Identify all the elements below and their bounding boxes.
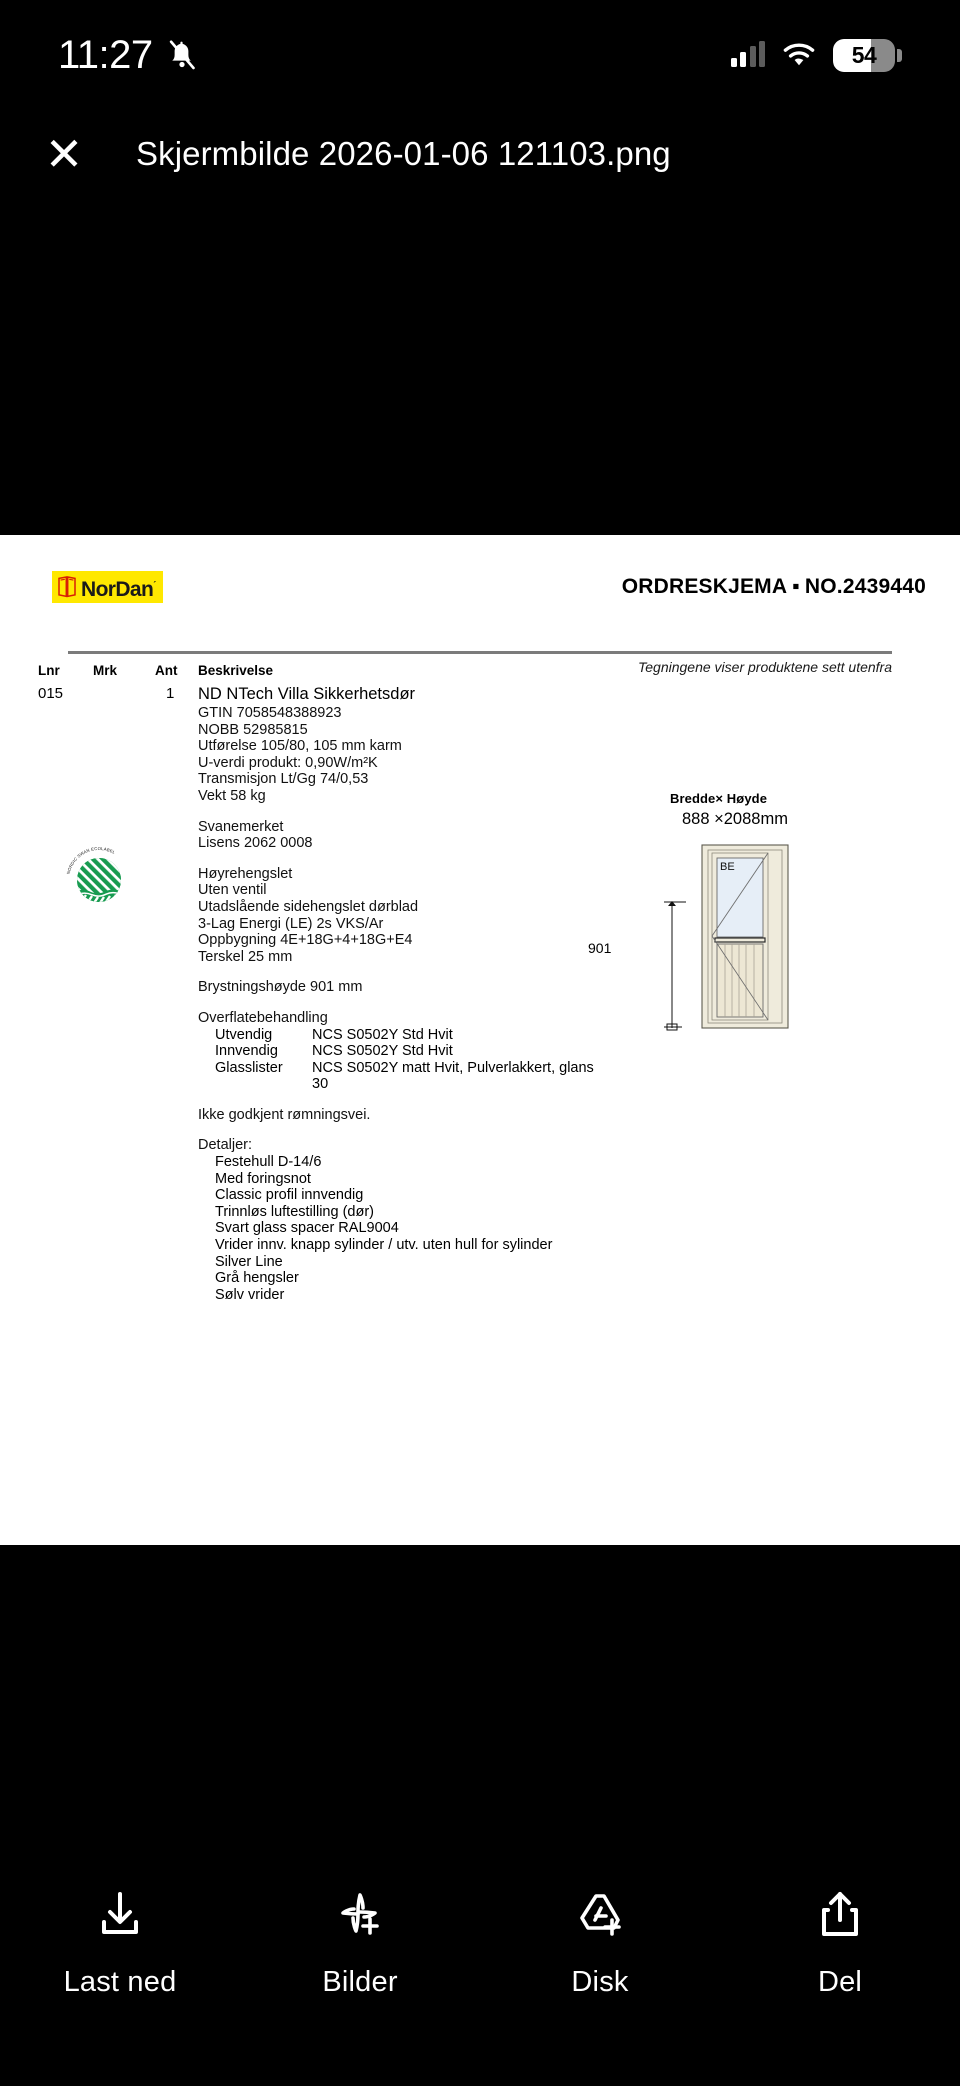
column-header-beskrivelse: Beskrivelse xyxy=(198,663,274,678)
surface-value: NCS S0502Y Std Hvit xyxy=(312,1026,453,1043)
drawing-view-note: Tegningene viser produktene sett utenfra xyxy=(638,659,892,675)
details-block xyxy=(198,1137,598,1303)
form-type-label: ORDRESKJEMA xyxy=(621,575,788,598)
document-header-right xyxy=(622,575,926,599)
spec-line: Vekt 58 kg xyxy=(198,787,266,804)
status-bar xyxy=(0,0,960,110)
battery-percent: 54 xyxy=(851,41,877,68)
feature-line: Utadslående sidehengslet dørblad xyxy=(198,898,419,915)
surface-row xyxy=(198,1027,598,1044)
wifi-icon xyxy=(782,42,816,68)
battery-tip xyxy=(897,49,902,62)
sill-height-line: Brystningshøyde 901 mm xyxy=(198,979,363,996)
product-title: ND NTech Villa Sikkerhetsdør xyxy=(198,685,416,703)
surface-treatment-block xyxy=(198,1010,598,1093)
product-drawing xyxy=(588,791,958,1036)
close-icon[interactable]: ✕ xyxy=(44,128,84,180)
cellular-signal-icon xyxy=(731,43,766,67)
dimension-header: Bredde× Høyde xyxy=(670,791,768,806)
height-dimension-line xyxy=(664,901,686,1030)
share-label: Del xyxy=(817,1966,863,1998)
detail-line: Grå hengsler xyxy=(215,1270,299,1287)
spec-line: U-verdi produkt: 0,90W/m²K xyxy=(198,754,378,771)
photos-label: Bilder xyxy=(322,1966,398,1998)
spec-line: Transmisjon Lt/Gg 74/0,53 xyxy=(198,771,369,788)
nordan-window-mark-icon xyxy=(57,576,77,598)
nordic-swan-ecolabel-icon xyxy=(66,845,130,909)
column-header-lnr: Lnr xyxy=(38,663,60,678)
battery-indicator xyxy=(833,39,902,72)
sill-height-marker: 901 xyxy=(588,940,612,956)
detail-line: Classic profil innvendig xyxy=(215,1187,364,1204)
order-table xyxy=(0,663,960,1303)
header-separator: ▪ xyxy=(792,575,800,598)
column-header-ant: Ant xyxy=(155,663,178,678)
spec-line: GTIN 7058548388923 xyxy=(198,705,342,721)
detail-line: Sølv vrider xyxy=(215,1286,285,1303)
feature-line: 3-Lag Energi (LE) 2s VKS/Ar xyxy=(198,915,384,932)
surface-value: NCS S0502Y Std Hvit xyxy=(312,1043,453,1060)
door-svg xyxy=(598,836,898,1036)
feature-line: Høyrehengslet xyxy=(198,865,293,882)
bottom-toolbar xyxy=(0,1866,960,2086)
nordan-logo-text: NorDan´ xyxy=(81,577,156,601)
detail-line: Med foringsnot xyxy=(215,1170,311,1187)
status-bar-right xyxy=(731,39,903,72)
surface-treatment-title: Overflatebehandling xyxy=(198,1009,328,1026)
add-to-photos-icon xyxy=(332,1888,388,1944)
glass-label: BE xyxy=(720,861,735,873)
download-icon xyxy=(92,1888,148,1944)
download-button[interactable] xyxy=(30,1888,210,1999)
battery-icon xyxy=(833,39,895,72)
document-page[interactable] xyxy=(0,535,960,1545)
cell-ant: 1 xyxy=(166,685,175,702)
share-icon xyxy=(812,1888,868,1944)
download-label: Last ned xyxy=(63,1966,177,1998)
nordan-logo xyxy=(52,571,163,603)
surface-row xyxy=(198,1043,598,1060)
product-features xyxy=(198,866,598,966)
cell-description xyxy=(198,685,598,1303)
title-bar xyxy=(0,118,960,190)
drive-label: Disk xyxy=(571,1966,629,1998)
product-specs xyxy=(198,705,598,805)
feature-line: Terskel 25 mm xyxy=(198,948,293,965)
escape-route-note: Ikke godkjent rømningsvei. xyxy=(198,1106,371,1123)
column-header-mrk: Mrk xyxy=(93,663,118,678)
header-divider xyxy=(68,651,892,654)
detail-line: Silver Line xyxy=(215,1253,283,1270)
surface-key: Utvendig xyxy=(215,1026,273,1043)
door-rail xyxy=(715,938,765,942)
detail-line: Svart glass spacer RAL9004 xyxy=(215,1220,399,1237)
door-diagram xyxy=(588,836,958,1036)
door-panel xyxy=(717,944,763,1017)
bell-slash-icon xyxy=(167,38,197,72)
ecolabel-line: Lisens 2062 0008 xyxy=(198,835,313,852)
dimension-value: 888 ×2088mm xyxy=(682,810,788,828)
detail-line: Festehull D-14/6 xyxy=(215,1154,322,1171)
add-to-drive-icon xyxy=(572,1888,628,1944)
cell-lnr: 015 xyxy=(38,685,64,702)
ecolabel-line: Svanemerket xyxy=(198,818,284,835)
status-bar-left xyxy=(58,33,197,78)
feature-line: Uten ventil xyxy=(198,882,267,899)
feature-line: Oppbygning 4E+18G+4+18G+E4 xyxy=(198,932,413,949)
status-time: 11:27 xyxy=(58,32,153,77)
drive-button[interactable] xyxy=(510,1888,690,1999)
share-button[interactable] xyxy=(750,1888,930,1999)
file-title: Skjermbilde 2026-01-06 121103.png xyxy=(136,135,671,172)
spec-line: NOBB 52985815 xyxy=(198,721,308,738)
photos-button[interactable] xyxy=(270,1888,450,1999)
table-header-row xyxy=(0,663,960,685)
ecolabel-block xyxy=(198,819,598,852)
detail-line: Vrider innv. knapp sylinder / utv. uten hull for sylinder xyxy=(215,1237,553,1254)
svg-text:NORDIC SWAN ECOLABEL: NORDIC SWAN ECOLABEL xyxy=(66,845,117,875)
surface-key: Glasslister xyxy=(215,1059,283,1076)
order-number: NO.2439440 xyxy=(804,575,926,598)
detail-line: Trinnløs luftestilling (dør) xyxy=(215,1203,374,1220)
spec-line: Utførelse 105/80, 105 mm karm xyxy=(198,738,402,755)
surface-value: NCS S0502Y matt Hvit, Pulverlakkert, glans 30 xyxy=(312,1059,594,1093)
surface-row xyxy=(198,1060,598,1093)
details-title: Detaljer: xyxy=(198,1137,252,1154)
surface-key: Innvendig xyxy=(215,1043,278,1060)
